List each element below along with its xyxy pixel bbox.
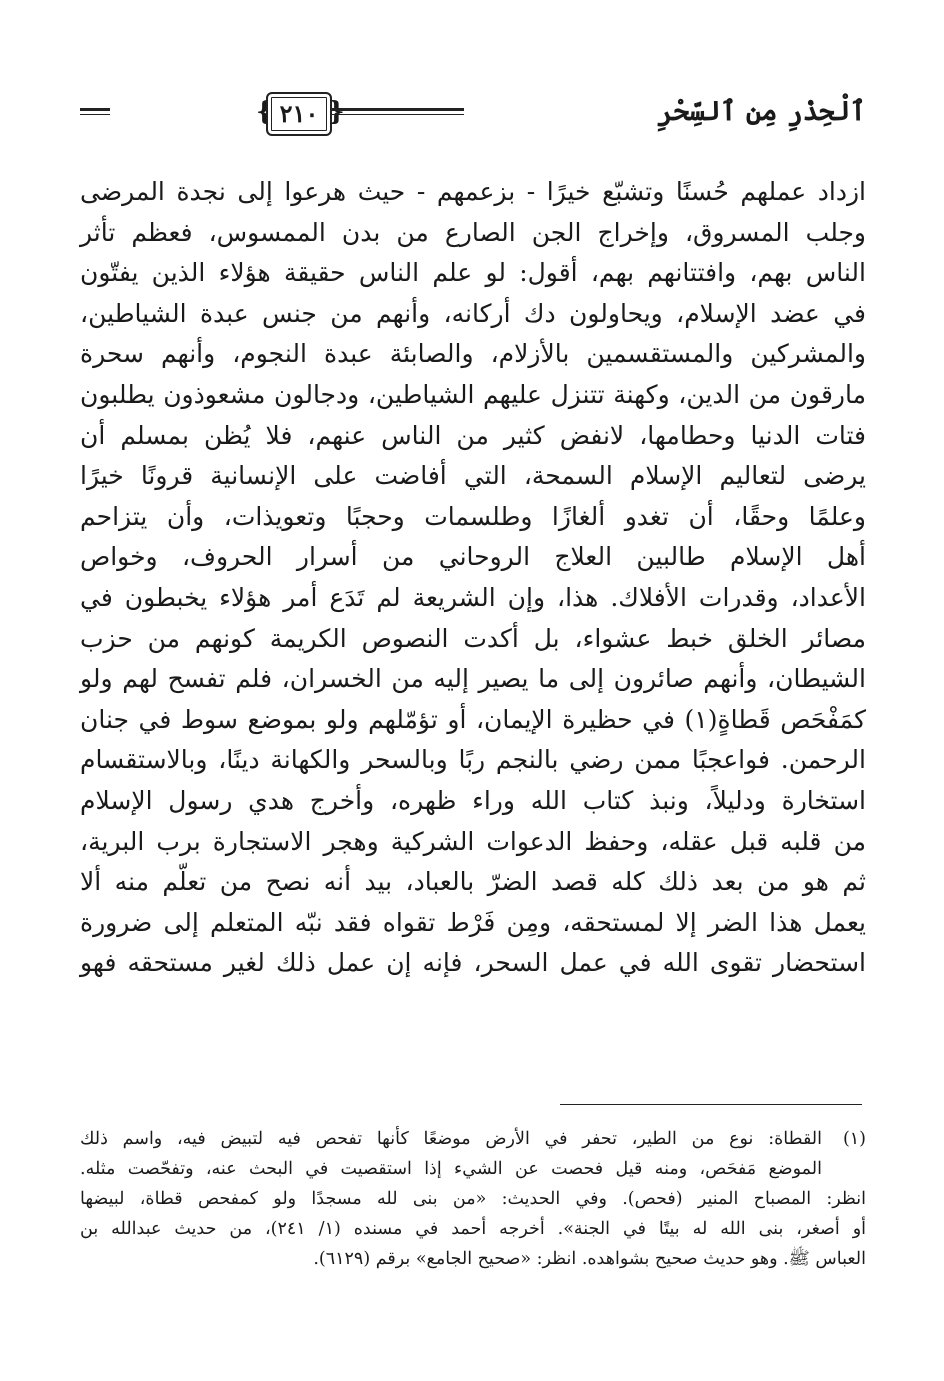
main-text xyxy=(80,172,866,984)
footnote-number: (١) xyxy=(842,1129,866,1149)
text-line: مصائر الخلق خبط عشواء، بل أكدت النصوص الكريمة كونهم من حزب xyxy=(80,623,866,653)
text-line: استخارة ودليلاً، ونبذ كتاب الله وراء ظهره، وأخرج هدي رسول الإسلام xyxy=(80,785,866,815)
footnote-separator xyxy=(560,1104,862,1105)
text-line: وجلب المسروق، وإخراج الجن الصارع من بدن الممسوس، فعظم تأثر xyxy=(80,217,866,247)
text-line: أهل الإسلام طالبين العلاج الروحاني من أسرار الحروف، وخواص xyxy=(80,542,866,572)
text-line: كمَفْحَص قَطاةٍ(١) في حظيرة الإيمان، أو تؤمّلهم ولو بموضع سوط في جنان xyxy=(80,704,867,734)
text-line: استحضار تقوى الله في عمل السحر، فإنه إن عمل ذلك لغير مستحقه فهو xyxy=(80,948,866,978)
text-line: والمشركين والمستقسمين بالأزلام، والصابئة عبدة النجوم، وأنهم سحرة xyxy=(80,339,866,369)
text-line: الناس بهم، وافتتانهم بهم، أقول: لو علم الناس حقيقة هؤلاء الذين يفتّون xyxy=(80,258,866,288)
ornament-left: { xyxy=(256,97,273,127)
text-line: ازداد عملهم حُسنًا وتشبّع خيرًا - بزعمهم - حيث هرعوا إلى نجدة المرضى xyxy=(80,177,866,206)
text-line: يرضى لتعاليم الإسلام السمحة، التي أفاضت على الإنسانية قرونًا خيرًا xyxy=(80,461,866,491)
text-line: وعلمًا وحقًا، أن تغدو ألغازًا وطلسمات وحجبًا وتعويذات، وأن يتزاحم xyxy=(80,501,866,531)
header-rule-right xyxy=(330,108,464,115)
text-line: ثم هو من بعد ذلك كله قصد الضرّ بالعباد، بيد أنه نصح من تعلّم منه ألا xyxy=(80,867,866,897)
text-line: من قلبه قبل عقله، وحفظ الدعوات الشركية وهجر الاستجارة برب البرية، xyxy=(80,826,866,856)
footnote xyxy=(80,1124,866,1274)
footnote-line: العباس ﷺ. وهو حديث صحيح بشواهده. انظر: «صحيح الجامع» برقم (٦١٢٩). xyxy=(313,1249,866,1269)
page-header xyxy=(80,88,866,144)
text-line: الرحمن. فواعجبًا ممن رضي بالنجم ربًا وبالسحر والكهانة دينًا، وبالاستقسام xyxy=(80,745,866,775)
text-line: الأعداد، وقدرات الأفلاك. هذا، وإن الشريعة لم تَدَع أمر هؤلاء يخبطون في xyxy=(80,582,866,612)
running-title: ٱلْحِذْرِ مِن ٱلسِّحْرِ xyxy=(657,96,866,127)
footnote-line: أو أصغر، بنى الله له بيتًا في الجنة». أخرجه أحمد في مسنده (١/ ٢٤١)، من حديث عبدالله بن xyxy=(80,1219,867,1239)
footnote-text: القطاة: نوع من الطير، تحفر في الأرض موضعًا كأنها تفحص فيه لتبيض فيه، واسم ذلك xyxy=(80,1129,822,1149)
text-line: في عضد الإسلام، ويحاولون دك أركانه، وأنهم من جنس عبدة الشياطين، xyxy=(80,298,866,328)
text-line: مارقون من الدين، وكهنة تتنزل عليهم الشياطين، ودجالون مشعوذون يطلبون xyxy=(80,379,866,409)
page-number: ٢١٠ xyxy=(266,92,332,136)
ornament-right: } xyxy=(328,97,345,127)
text-line: فتات الدنيا وحطامها، لانفض كثير من الناس عنهم، فلا يُظن بمسلم أن xyxy=(80,420,866,450)
footnote-line-first xyxy=(80,1124,866,1154)
text-line: يعمل هذا الضر إلا لمستحقه، ومِن فَرْط تقواه فقد نبّه المتعلم إلى ضرورة xyxy=(80,907,866,937)
footnote-line: الموضع مَفحَص، ومنه قيل فحصت عن الشيء إذا استقصيت في البحث عنه، وتفحّصت مثله. xyxy=(80,1159,822,1179)
footnote-line: انظر: المصباح المنير (فحص). وفي الحديث: «من بنى لله مسجدًا ولو كمفحص قطاة، لبيضها xyxy=(80,1189,866,1209)
text-line: الشيطان، وأنهم صائرون إلى ما يصير إليه من الخسران، فلم تفسح لهم ولو xyxy=(80,664,866,694)
header-rule-left xyxy=(80,108,110,115)
